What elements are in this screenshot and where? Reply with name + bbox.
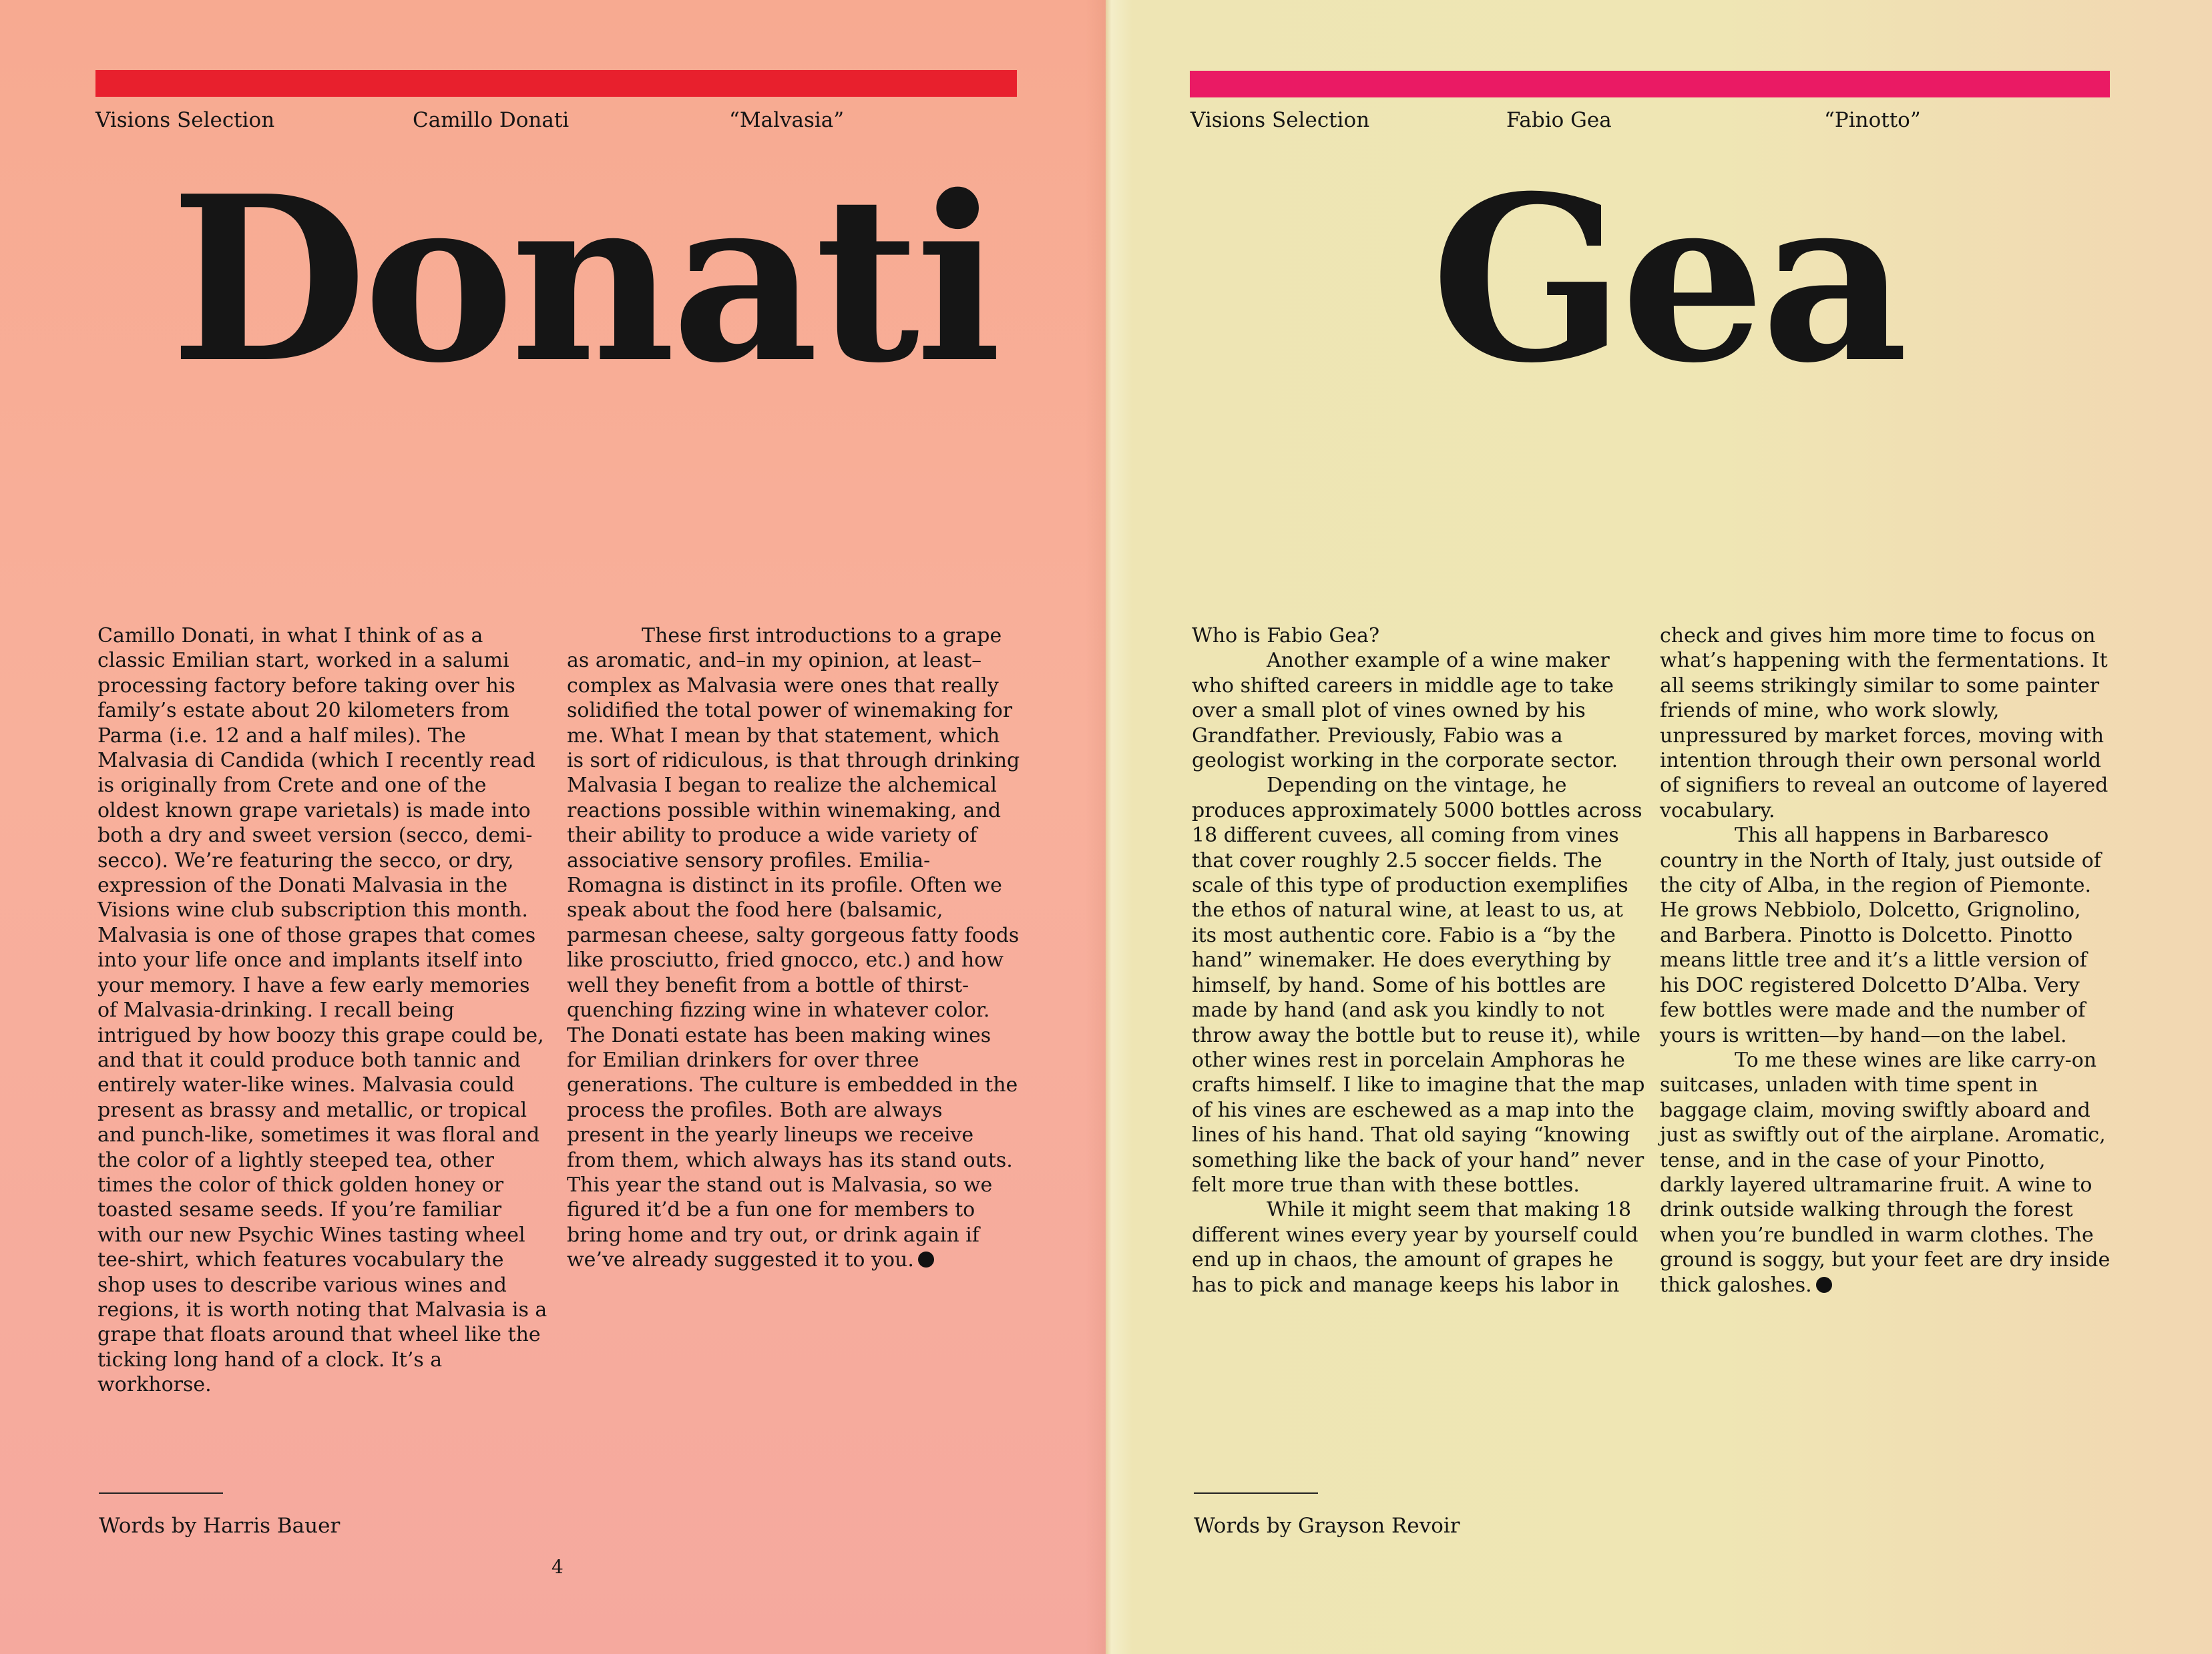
- article-column-1: [97, 623, 551, 1398]
- running-head-wine: “Malvasia”: [729, 108, 845, 132]
- paragraph: These first introductions to a grape as aromatic, and–in my opinion, at least–complex as Malvasia were ones that really solidified the total power of winemaking for me. What I mean by that statement, which is sort of ridiculous, is that through drinking Malvasia I began to realize the alchemical reactions possible within winemaking, and their ability to produce a wide variety of associative sensory profiles. Emilia-Romagna is distinct in its profile. Often we speak about the food here (balsamic, parmesan cheese, salty gorgeous fatty foods like prosciutto, fried gnocco, etc.) and how well they benefit from a bottle of thirst-quenching fizzing wine in whatever color. The Donati estate has been making wines for Emilian drinkers for over three generations. The culture is embedded in the process the profiles. Both are always present in the yearly lineups we receive from them, which always has its stand outs. This year the stand out is Malvasia, so we figured it’d be a fun one for members to bring home and try out, or drink again if we’ve already suggested it to you.: [567, 624, 1020, 1272]
- running-head-producer: Fabio Gea: [1506, 108, 1612, 132]
- article-column-1: [1192, 623, 1646, 1298]
- article-column-2: [1660, 623, 2114, 1298]
- page-title: Gea: [1431, 147, 1904, 413]
- running-head-producer: Camillo Donati: [413, 108, 570, 132]
- paragraph: Who is Fabio Gea?: [1192, 624, 1380, 647]
- author-credit: Words by Grayson Revoir: [1194, 1514, 1460, 1538]
- end-mark-icon: [918, 1252, 934, 1268]
- running-head-wine: “Pinotto”: [1824, 108, 1921, 132]
- paragraph: Camillo Donati, in what I think of as a classic Emilian start, worked in a salumi processing factory before taking over his family’s estate about 20 kilometers from Parma (i.e. 12 and a half miles). The Malvasia di Candida (which I recently read is originally from Crete and one of the oldest known grape varietals) is made into both a dry and sweet version (secco, demi-secco). We’re featuring the secco, or dry, expression of the Donati Malvasia in the Visions wine club subscription this month. Malvasia is one of those grapes that comes into your life once and implants itself into your memory. I have a few early memories of Malvasia-drinking. I recall being intrigued by how boozy this grape could be, and that it could produce both tannic and entirely water-like wines. Malvasia could present as brassy and metallic, or tropical and punch-like, sometimes it was floral and the color of a lightly steeped tea, other times the color of thick golden honey or toasted sesame seeds. If you’re familiar with our new Psychic Wines tasting wheel tee-shirt, which features vocabulary the shop uses to describe various wines and regions, it is worth noting that Malvasia is a grape that floats around that wheel like the ticking long hand of a clock. It’s a workhorse.: [97, 624, 547, 1397]
- paragraph: Another example of a wine maker who shifted careers in middle age to take over a small plot of vines owned by his Grandfather. Previously, Fabio was a geologist working in the corporate sector.: [1192, 649, 1618, 773]
- article-column-2: [567, 623, 1021, 1273]
- running-head-series: Visions Selection: [1190, 108, 1370, 132]
- right-page: [1106, 0, 2212, 1654]
- credit-rule: [99, 1492, 223, 1494]
- end-mark-icon: [1816, 1277, 1832, 1293]
- page-title: Donati: [170, 147, 998, 413]
- paragraph: To me these wines are like carry-on suitcases, unladen with time spent in baggage claim, moving swiftly aboard and just as swiftly out of the airplane. Aromatic, tense, and in the case of your Pinotto, darkly layered ultramarine fruit. A wine to drink outside walking through the forest when you’re bundled in warm clothes. The ground is soggy, but your feet are dry inside thick galoshes.: [1660, 1048, 2111, 1297]
- running-head-series: Visions Selection: [95, 108, 275, 132]
- paragraph: check and gives him more time to focus on what’s happening with the fermentations. It all seems strikingly similar to some painter friends of mine, who work slowly, unpressured by market forces, moving with intention through their own personal world of signifiers to reveal an outcome of layered vocabulary.: [1660, 624, 2109, 822]
- author-credit: Words by Harris Bauer: [99, 1514, 341, 1538]
- credit-rule: [1194, 1492, 1318, 1494]
- left-color-bar: [95, 70, 1017, 97]
- paragraph: While it might seem that making 18 different wines every year by yourself could end up in chaos, the amount of grapes he has to pick and manage keeps his labor in: [1192, 1198, 1638, 1297]
- page-number: 4: [551, 1556, 564, 1578]
- paragraph: This all happens in Barbaresco country in the North of Italy, just outside of the city of Alba, in the region of Piemonte. He grows Nebbiolo, Dolcetto, Grignolino, and Barbera. Pinotto is Dolcetto. Pinotto means little tree and it’s a little version of his DOC registered Dolcetto D’Alba. Very few bottles were made and the number of yours is written—by hand—on the label.: [1660, 824, 2101, 1047]
- right-color-bar: [1190, 71, 2110, 97]
- paragraph: Depending on the vintage, he produces approximately 5000 bottles across 18 different cuvees, all coming from vines that cover roughly 2.5 soccer fields. The scale of this type of production exemplifies the ethos of natural wine, at least to us, at its most authentic core. Fabio is a “by the hand” winemaker. He does everything by himself, by hand. Some of his bottles are made by hand (and ask you kindly to not throw away the bottle but to reuse it), while other wines rest in porcelain Amphoras he crafts himself. I like to imagine that the map of his vines are eschewed as a map into the lines of his hand. That old saying “knowing something like the back of your hand” never felt more true than with these bottles.: [1192, 774, 1645, 1197]
